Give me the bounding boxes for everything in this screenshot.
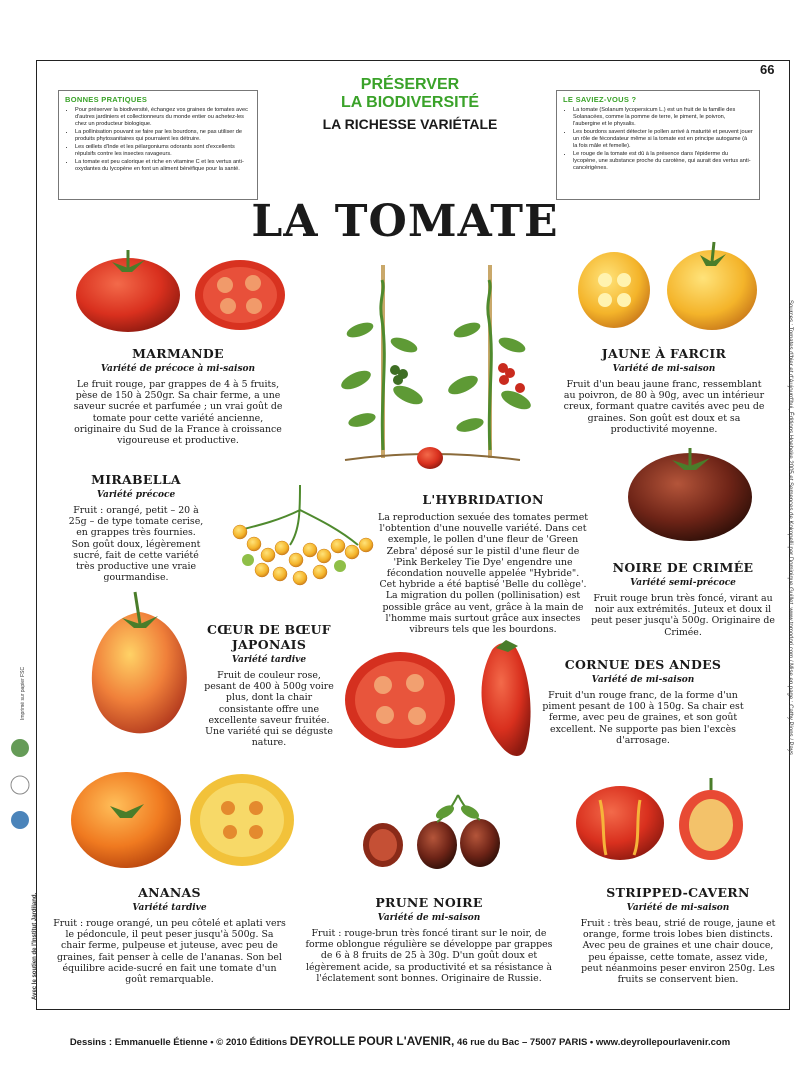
variety-description: Fruit : rouge orangé, un peu côtelé et aplati vers le pédoncule, il peut peser jusqu'à 500g. Sa chair ferme, pulpeuse et juteuse, avec peu de graines, fait penser à celle de l'ananas. Son bel équilibre acide-sucré en fait une tomate d'un goût remarquable.: [53, 918, 286, 986]
prune-noire-illustration: [363, 795, 500, 869]
variety-type: Variété de mi-saison: [591, 675, 695, 685]
variety-type: Variété de mi-saison: [612, 364, 716, 374]
cornue-des-andes-tomato-illustration: [482, 640, 531, 756]
le-saviez-vous-heading: LE SAVIEZ-VOUS ?: [563, 95, 637, 104]
header-title-line2: LA BIODIVERSITÉ: [340, 94, 480, 111]
ananas-tomato-illustration: [71, 772, 181, 868]
list-item: • Le rouge de la tomate est dû à la présence dans l'épiderme du lycopène, une substance proche du carotène, qui aurait des vertus anti-cancérigènes.: [573, 151, 753, 172]
variety-description: Fruit : très beau, strié de rouge, jaune et orange, forme trois lobes bien distincts. Avec peu de graines et une chair douce, peu épaisse, cette tomate, assez vide, peut néanmoins peser environ 250g. Les fruits se conservent bien.: [580, 918, 776, 986]
variety-name: MARMANDE: [132, 346, 224, 361]
variety-cornue-des-andes: [540, 657, 746, 746]
variety-name: CŒUR DE BŒUF JAPONAIS: [207, 622, 331, 652]
list-item: • La tomate est peu calorique et riche en vitamine C et les vertus anti-oxydantes du lycopène en font un aliment bénéfique pour la santé.: [75, 159, 251, 173]
variety-name: MIRABELLA: [91, 472, 181, 487]
variety-description: Fruit rouge brun très foncé, virant au noir aux extrémités. Juteux et doux il peut peser jusqu'à 500g. Originaire de Crimée.: [591, 593, 775, 638]
variety-prune-noire: [304, 895, 554, 984]
variety-description: Le fruit rouge, par grappes de 4 à 5 fruits, pèse de 150 à 250gr. Sa chair ferme, a une saveur sucrée et parfumée ; un vrai goût de tomate pour cette variété ancienne, originaire du Sud de la France à croissance vigoureuse et productive.: [73, 379, 283, 447]
variety-type: Variété semi-précoce: [630, 578, 736, 588]
variety-stripped-cavern: [578, 885, 778, 985]
variety-noire-de-crimee: [588, 560, 778, 638]
variety-type: Variété de précoce à mi-saison: [100, 364, 256, 374]
cornue-des-andes-slice-illustration: [345, 652, 455, 748]
variety-type: Variété tardive: [132, 903, 207, 913]
variety-name: JAUNE À FARCIR: [601, 346, 727, 361]
jaune-a-farcir-slice-illustration: [578, 252, 650, 328]
tomato-plants-illustration: [339, 265, 534, 469]
page-number: 66: [760, 62, 775, 77]
variety-type: Variété de mi-saison: [377, 913, 481, 923]
paper-note: Imprimé sur papier FSC: [20, 666, 26, 720]
variety-description: Fruit de couleur rose, pesant de 400 à 500g voire plus, dont la chair consistante offre une excellente saveur fruitée. Une variété qui se déguste nature.: [204, 670, 334, 749]
variety-description: Fruit : rouge-brun très foncé tirant sur le noir, de forme oblongue régulière se développe par grappes de 6 à 8 fruits de 25 à 30g. D'un goût doux et légèrement acide, sa productivité et sa résistance à l'éclatement sont bonnes. Originaire de Russie.: [305, 928, 553, 984]
variety-name: NOIRE DE CRIMÉE: [612, 560, 754, 575]
footer-address: 46 rue du Bac – 75007 PARIS • www.deyrollepourlavenir.com: [454, 1037, 731, 1048]
variety-description: Fruit d'un beau jaune franc, ressemblant au poivron, de 80 à 90g, avec un intérieur creux, formant quatre cavités avec peu de graines. Son goût est doux et sa productivité moyenne.: [563, 379, 765, 435]
variety-name: CORNUE DES ANDES: [564, 657, 722, 672]
variety-jaune-a-farcir: [560, 346, 768, 435]
variety-description: Fruit : orangé, petit – 20 à 25g – de type tomate cerise, en grappes très fournies. Son goût doux, légèrement sucré, fait de cette variété très productive une vraie gourmandise.: [68, 505, 204, 584]
sponsor-logos: [11, 739, 29, 829]
section-title: L'HYBRIDATION: [422, 492, 544, 507]
variety-description: Fruit d'un rouge franc, de la forme d'un piment pesant de 100 à 150g. Sa chair est ferme, avec peu de graines, et son goût excellent. Ne supporte pas bien l'excès d'arrosage.: [542, 690, 744, 746]
sources-credit: Sources : Tomates d'hier et d'Aujourd'hui, Éditions Hoebeke 2005 et Semences de Kokopelli par Dominique Guillet. www.tomodori.com / Mise en page : Cathy Pions / Pays.: [787, 300, 793, 757]
marmande-slice-illustration: [195, 260, 285, 330]
main-title: LA TOMATE: [251, 196, 559, 247]
header-subtitle: LA RICHESSE VARIÉTALE: [322, 116, 498, 132]
mirabella-cluster-illustration: [233, 485, 373, 585]
variety-marmande: [70, 346, 286, 446]
footer-publisher: DEYROLLE POUR L'AVENIR,: [289, 1034, 455, 1048]
marmande-tomato-illustration: [76, 250, 180, 332]
variety-ananas: [52, 885, 287, 985]
list-item: • La pollinisation pouvant se faire par les bourdons, ne pas utiliser de produits phytosanitaires qui pourraient les détruire.: [75, 129, 251, 143]
stripped-cavern-slice-illustration: [679, 778, 743, 860]
section-hybridation: [378, 492, 588, 635]
list-item: • La tomate (Solanum lycopersicum L.) est un fruit de la famille des Solanacées, comme la pomme de terre, le piment, le poivron, l'aubergine et le physalis.: [573, 107, 753, 128]
section-description: La reproduction sexuée des tomates permet l'obtention d'une nouvelle variété. Dans cet exemple, le pollen d'une fleur de 'Green Zebra' déposé sur le pistil d'une fleur de 'Pink Berkeley Tie Dye' engendre une fécondation nouvelle appelée "Hybride". Cet hybride a été baptisé 'Belle du collège'. La migration du pollen (pollinisation) est possible grâce au vent, grâce à la main de l'homme mais surtout grâce aux insectes vibreurs tels que les bourdons.: [378, 512, 589, 636]
variety-mirabella: [66, 472, 206, 583]
variety-name: ANANAS: [138, 885, 201, 900]
header-title-line1: PRÉSERVER: [360, 76, 460, 93]
variety-coeur-de-boeuf: [200, 622, 338, 748]
list-item: • Les œillets d'Inde et les pélargoniums odorants sont d'excellents répulsifs contre les insectes ravageurs.: [75, 144, 251, 158]
list-item: • Pour préserver la biodiversité, échangez vos graines de tomates avec d'autres jardiniers et collectionneurs du monde entier ou achetez-les chez un producteur biologique.: [75, 107, 251, 128]
footer-credit: Dessins : Emmanuelle Étienne • © 2010 Éditions: [69, 1037, 290, 1048]
jaune-a-farcir-tomato-illustration: [667, 242, 757, 330]
variety-type: Variété précoce: [96, 490, 176, 500]
variety-name: STRIPPED-CAVERN: [606, 885, 750, 900]
ananas-slice-illustration: [190, 774, 294, 866]
variety-type: Variété de mi-saison: [626, 903, 730, 913]
footer: [0, 1034, 800, 1048]
noire-de-crimee-tomato-illustration: [628, 448, 752, 541]
list-item: • Les bourdons savent détecter le pollen arrivé à maturité et peuvent jouer un rôle de fécondateur même si la tomate est en principe autogame (à la fois mâle et femelle).: [573, 129, 753, 150]
coeur-de-boeuf-tomato-illustration: [92, 592, 187, 733]
stripped-cavern-tomato-illustration: [576, 786, 664, 860]
sponsor-credit: Avec le soutien de l'Institut Jardiland.: [32, 892, 38, 1000]
variety-name: PRUNE NOIRE: [375, 895, 483, 910]
bonnes-pratiques-heading: BONNES PRATIQUES: [65, 95, 148, 104]
variety-type: Variété tardive: [231, 655, 307, 665]
